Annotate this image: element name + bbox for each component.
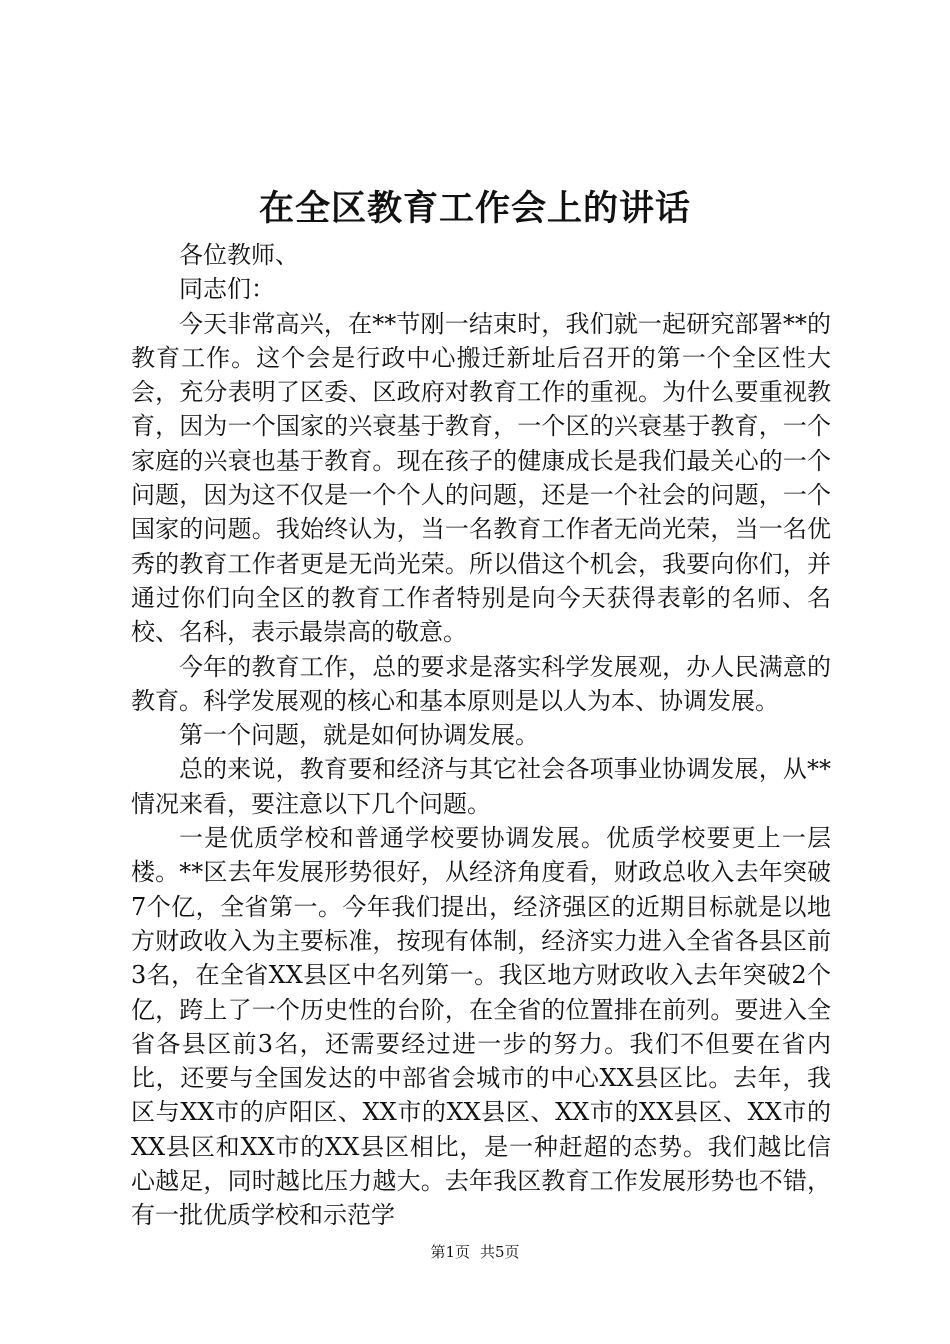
document-body (131, 238, 831, 1233)
page-number: 第1页 (430, 1243, 470, 1261)
body-paragraph: 今年的教育工作，总的要求是落实科学发展观，办人民满意的教育。科学发展观的核心和基本原则是以人为本、协调发展。 (131, 652, 831, 715)
page-footer (0, 1240, 950, 1264)
body-paragraph: 总的来说，教育要和经济与其它社会各项事业协调发展，从**情况来看，要注意以下几个问题。 (131, 755, 831, 818)
body-paragraph: 一是优质学校和普通学校要协调发展。优质学校要更上一层楼。**区去年发展形势很好，从经济角度看，财政总收入去年突破7个亿，全省第一。今年我们提出，经济强区的近期目标就是以地方财政收入为主要标准，按现有体制，经济实力进入全省各县区前3名，在全省XX县区中名列第一。我区地方财政收入去年突破2个亿，跨上了一个历史性的台阶，在全省的位置排在前列。要进入全省各县区前3名，还需要经过进一步的努力。我们不但要在省内比，还要与全国发达的中部省会城市的中心XX县区比。去年，我区与XX市的庐阳区、XX市的XX县区、XX市的XX县区、XX市的XX县区和XX市的XX县区相比，是一种赶超的态势。我们越比信心越足，同时越比压力越大。去年我区教育工作发展形势也不错，有一批优质学校和示范学 (131, 824, 831, 1230)
body-paragraph: 第一个问题，就是如何协调发展。 (179, 721, 539, 750)
page-total: 共5页 (480, 1243, 520, 1261)
document-title: 在全区教育工作会上的讲话 (258, 188, 691, 229)
salutation-line: 同志们： (179, 275, 275, 304)
salutation-line: 各位教师、 (179, 241, 299, 269)
body-paragraph: 今天非常高兴，在**节刚一结束时，我们就一起研究部署**的教育工作。这个会是行政中心搬迁新址后召开的第一个全区性大会，充分表明了区委、区政府对教育工作的重视。为什么要重视教育，因为一个国家的兴衰基于教育，一个区的兴衰基于教育，一个家庭的兴衰也基于教育。现在孩子的健康成长是我们最关心的一个问题，因为这不仅是一个个人的问题，还是一个社会的问题，一个国家的问题。我始终认为，当一名教育工作者无尚光荣，当一名优秀的教育工作者更是无尚光荣。所以借这个机会，我要向你们，并通过你们向全区的教育工作者特别是向今天获得表彰的名师、名校、名科，表示最崇高的敬意。 (131, 309, 831, 647)
